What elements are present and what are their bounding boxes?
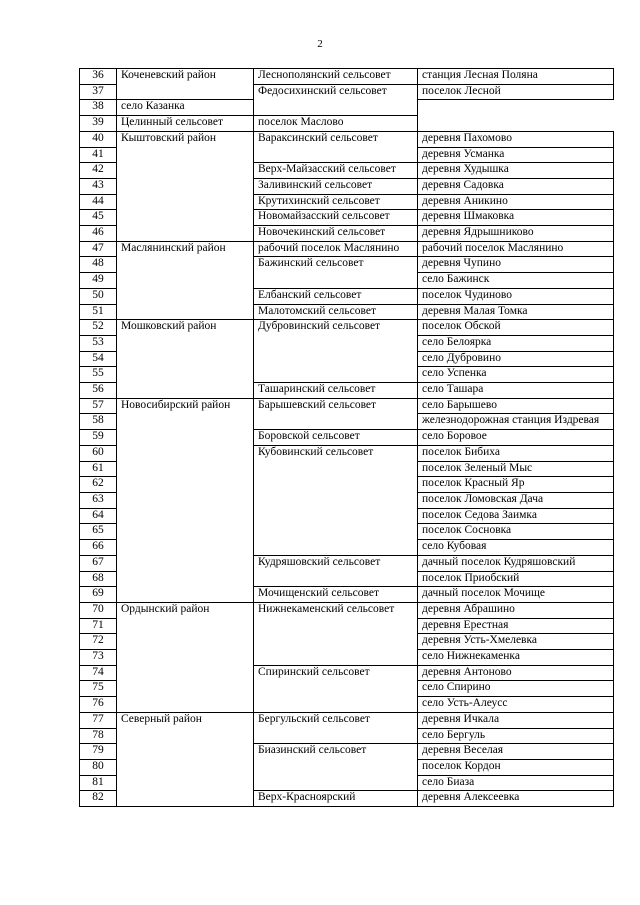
row-number: 80	[80, 759, 117, 775]
row-number: 49	[80, 273, 117, 289]
row-number: 38	[80, 100, 117, 116]
row-number: 65	[80, 524, 117, 540]
table-row	[80, 398, 614, 414]
row-number: 68	[80, 571, 117, 587]
row-number: 46	[80, 226, 117, 242]
settlement-cell: деревня Ядрышниково	[418, 226, 614, 242]
settlement-cell: дачный поселок Мочище	[418, 587, 614, 603]
settlement-cell: село Ташара	[418, 383, 614, 399]
district-cell: Мошковский район	[117, 320, 254, 399]
settlement-cell: поселок Приобский	[418, 571, 614, 587]
settlement-cell: деревня Усманка	[418, 147, 614, 163]
row-number: 58	[80, 414, 117, 430]
district-cell: Коченевский район	[117, 69, 254, 100]
settlement-cell: деревня Пахомово	[418, 131, 614, 147]
settlement-cell: деревня Малая Томка	[418, 304, 614, 320]
row-number: 53	[80, 335, 117, 351]
row-number: 37	[80, 84, 117, 100]
council-cell: Вараксинский сельсовет	[254, 131, 418, 162]
row-number: 72	[80, 634, 117, 650]
row-number: 57	[80, 398, 117, 414]
council-cell: Кудряшовский сельсовет	[254, 555, 418, 586]
row-number: 75	[80, 681, 117, 697]
council-cell: Дубровинский сельсовет	[254, 320, 418, 383]
settlement-cell: село Бергуль	[418, 728, 614, 744]
settlement-cell: село Дубровино	[418, 351, 614, 367]
settlement-cell: село Кубовая	[418, 540, 614, 556]
settlement-cell: станция Лесная Поляна	[418, 69, 614, 85]
council-cell: Целинный сельсовет	[117, 116, 254, 132]
settlement-cell: деревня Антоново	[418, 665, 614, 681]
row-number: 40	[80, 131, 117, 147]
settlement-cell: поселок Седова Заимка	[418, 508, 614, 524]
row-number: 45	[80, 210, 117, 226]
row-number: 67	[80, 555, 117, 571]
council-cell: Верх-Майзасский сельсовет	[254, 163, 418, 179]
row-number: 62	[80, 477, 117, 493]
row-number: 56	[80, 383, 117, 399]
settlement-cell: деревня Чупино	[418, 257, 614, 273]
settlement-cell: поселок Обской	[418, 320, 614, 336]
row-number: 59	[80, 430, 117, 446]
row-number: 63	[80, 492, 117, 508]
row-number: 54	[80, 351, 117, 367]
settlement-cell: поселок Лесной	[418, 84, 614, 100]
council-cell: Верх-Красноярский	[254, 791, 418, 807]
settlement-cell: деревня Садовка	[418, 178, 614, 194]
council-cell: Мочищенский сельсовет	[254, 587, 418, 603]
council-cell: Боровской сельсовет	[254, 430, 418, 446]
settlement-cell: деревня Абрашино	[418, 602, 614, 618]
table-row	[80, 602, 614, 618]
council-cell: Леснополянский сельсовет	[254, 69, 418, 85]
settlements-table-body	[80, 69, 614, 807]
settlement-cell: село Усть-Алеусс	[418, 697, 614, 713]
row-number: 79	[80, 744, 117, 760]
settlement-cell: село Нижнекаменка	[418, 650, 614, 666]
settlement-cell: село Барышево	[418, 398, 614, 414]
row-number: 51	[80, 304, 117, 320]
row-number: 50	[80, 288, 117, 304]
row-number: 77	[80, 712, 117, 728]
row-number: 55	[80, 367, 117, 383]
council-cell: Новомайзасский сельсовет	[254, 210, 418, 226]
council-cell: Малотомский сельсовет	[254, 304, 418, 320]
settlement-cell: село Спирино	[418, 681, 614, 697]
district-cell: Кыштовский район	[117, 131, 254, 241]
settlement-cell: поселок Кордон	[418, 759, 614, 775]
council-cell: Нижнекаменский сельсовет	[254, 602, 418, 665]
row-number: 43	[80, 178, 117, 194]
settlement-cell: село Бажинск	[418, 273, 614, 289]
row-number: 71	[80, 618, 117, 634]
council-cell: Бергульский сельсовет	[254, 712, 418, 743]
council-cell: Федосихинский сельсовет	[254, 84, 418, 115]
settlement-cell: деревня Веселая	[418, 744, 614, 760]
settlement-cell: деревня Усть-Хмелевка	[418, 634, 614, 650]
table-row	[80, 116, 614, 132]
row-number: 47	[80, 241, 117, 257]
council-cell: Крутихинский сельсовет	[254, 194, 418, 210]
row-number: 76	[80, 697, 117, 713]
settlement-cell: поселок Зеленый Мыс	[418, 461, 614, 477]
settlement-cell: село Боровое	[418, 430, 614, 446]
council-cell: Барышевский сельсовет	[254, 398, 418, 429]
council-cell: Ташаринский сельсовет	[254, 383, 418, 399]
council-cell: Елбанский сельсовет	[254, 288, 418, 304]
row-number: 73	[80, 650, 117, 666]
settlement-cell: поселок Ломовская Дача	[418, 492, 614, 508]
council-cell: Заливинский сельсовет	[254, 178, 418, 194]
settlement-cell: поселок Сосновка	[418, 524, 614, 540]
council-cell: Биазинский сельсовет	[254, 744, 418, 791]
row-number: 36	[80, 69, 117, 85]
settlement-cell: рабочий поселок Маслянино	[418, 241, 614, 257]
settlement-cell: село Биаза	[418, 775, 614, 791]
table-row	[80, 320, 614, 336]
district-cell: Ордынский район	[117, 602, 254, 712]
council-cell: Новочекинский сельсовет	[254, 226, 418, 242]
settlement-cell: деревня Аникино	[418, 194, 614, 210]
council-cell: рабочий поселок Маслянино	[254, 241, 418, 257]
settlement-cell: деревня Ичкала	[418, 712, 614, 728]
row-number: 66	[80, 540, 117, 556]
row-number: 64	[80, 508, 117, 524]
row-number: 42	[80, 163, 117, 179]
row-number: 39	[80, 116, 117, 132]
settlement-cell: поселок Маслово	[254, 116, 418, 132]
settlement-cell: село Белоярка	[418, 335, 614, 351]
table-row	[80, 131, 614, 147]
row-number: 61	[80, 461, 117, 477]
row-number: 44	[80, 194, 117, 210]
settlement-cell: деревня Шмаковка	[418, 210, 614, 226]
settlement-cell: село Казанка	[117, 100, 254, 116]
settlement-cell: село Успенка	[418, 367, 614, 383]
settlement-cell: деревня Ерестная	[418, 618, 614, 634]
council-cell: Кубовинский сельсовет	[254, 445, 418, 555]
settlement-cell: железнодорожная станция Издревая	[418, 414, 614, 430]
settlement-cell: дачный поселок Кудряшовский	[418, 555, 614, 571]
page-number: 2	[317, 38, 323, 50]
settlement-cell: поселок Бибиха	[418, 445, 614, 461]
row-number: 41	[80, 147, 117, 163]
district-cell: Маслянинский район	[117, 241, 254, 320]
table-row	[80, 712, 614, 728]
table-row	[80, 69, 614, 85]
row-number: 82	[80, 791, 117, 807]
settlement-cell: деревня Худышка	[418, 163, 614, 179]
table-row	[80, 241, 614, 257]
district-cell: Новосибирский район	[117, 398, 254, 602]
row-number: 70	[80, 602, 117, 618]
row-number: 69	[80, 587, 117, 603]
district-cell: Северный район	[117, 712, 254, 806]
settlements-table	[79, 68, 614, 807]
settlement-cell: поселок Красный Яр	[418, 477, 614, 493]
council-cell: Спиринский сельсовет	[254, 665, 418, 712]
row-number: 81	[80, 775, 117, 791]
row-number: 48	[80, 257, 117, 273]
settlement-cell: деревня Алексеевка	[418, 791, 614, 807]
settlement-cell: поселок Чудиново	[418, 288, 614, 304]
row-number: 74	[80, 665, 117, 681]
row-number: 52	[80, 320, 117, 336]
row-number: 60	[80, 445, 117, 461]
row-number: 78	[80, 728, 117, 744]
council-cell: Бажинский сельсовет	[254, 257, 418, 288]
